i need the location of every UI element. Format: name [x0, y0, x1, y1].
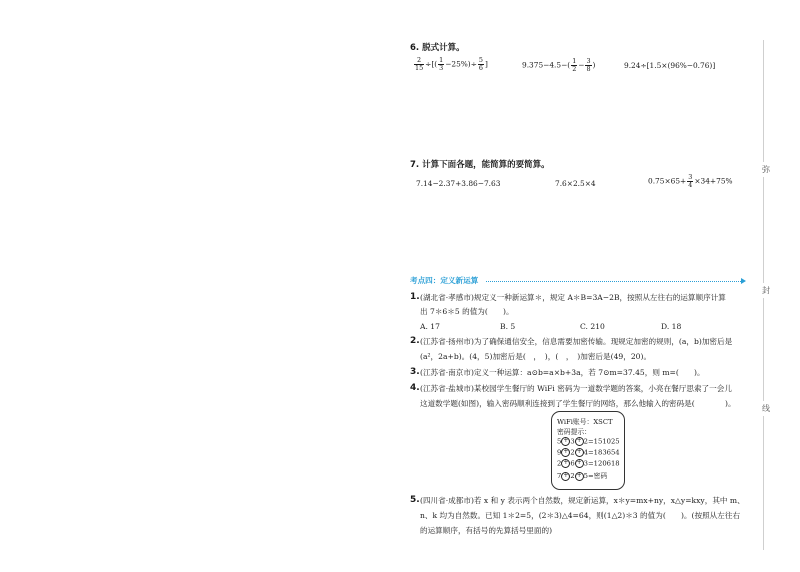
problem-5-line-1: (四川省·成都市)若 x 和 y 表示两个自然数，规定新运算，x＊y=mx+ny，x△y=kxy，其中 m、 [420, 496, 745, 505]
section-arrow-icon [741, 278, 746, 284]
wifi-hint-row: 2 + 6 + 3=120618 [557, 459, 620, 468]
q6-expression-c: 9.24÷[1.5×(96%−0.76)] [624, 61, 716, 70]
circled-plus-icon: + [563, 437, 569, 444]
circled-plus-icon: + [576, 437, 582, 444]
problem-1-option-a: A. 17 [420, 322, 440, 331]
q6-expression-a: $\frac{2}{15}$ ÷[( $\frac{1}{3}$ −25%)÷ $\frac{5}{6}$ ] [415, 56, 488, 72]
q7-expression-b: 7.6×2.5×4 [555, 179, 596, 188]
fraction: $\frac{1}{3}$ [439, 56, 444, 72]
problem-1-number: 1. [410, 292, 420, 302]
problem-1-line-1: (湖北省·孝感市)规定义一种新运算＊，规定 A＊B=3A−2B，按照从左往右的运算顺序计算 [420, 293, 726, 302]
fraction: $\frac{3}{8}$ [586, 57, 591, 73]
q7-title: 7. 计算下面各题，能简算的要简算。 [410, 160, 550, 170]
wifi-hint-card [551, 411, 625, 490]
wifi-hint-label: 密码提示： [557, 428, 591, 436]
margin-char-xian: 线 [762, 401, 770, 416]
fraction: $\frac{1}{2}$ [572, 57, 577, 73]
wifi-hint-row: 9 + 2 + 4=183654 [557, 448, 620, 457]
q6-title: 6. 脱式计算。 [410, 43, 465, 53]
section-title: 考点四：定义新运算 [410, 276, 479, 285]
wifi-hint-row: 5 + 3 + 2=151025 [557, 437, 620, 446]
wifi-hint-row: 7 + 2 + 5=密码 [557, 471, 608, 480]
problem-3-line-1: (江苏省·南京市)定义一种运算：a⊙b=a×b+3a，若 7⊙m=37.45，则 m=( )。 [420, 368, 705, 377]
problem-1-option-b: B. 5 [500, 322, 516, 331]
problem-3-number: 3. [410, 367, 420, 377]
margin-char-mi: 弥 [762, 162, 770, 177]
q7-expression-a: 7.14−2.37+3.86−7.63 [416, 179, 501, 188]
problem-2-number: 2. [410, 336, 420, 346]
problem-5-line-3: 的运算顺序，有括号的先算括号里面的) [420, 526, 553, 535]
wifi-account: WiFi账号：XSCT [557, 418, 613, 426]
problem-2-line-1: (江苏省·扬州市)为了确保通信安全，信息需要加密传输。现规定加密的规则，(a，b)加密后是 [420, 337, 733, 346]
section-dotted-rule [486, 281, 741, 282]
fraction: $\frac{3}{4}$ [688, 173, 693, 189]
circled-plus-icon: + [576, 471, 582, 479]
problem-1-option-c: C. 210 [580, 322, 605, 331]
fraction: $\frac{2}{15}$ [415, 56, 424, 72]
problem-4-line-1: (江苏省·盐城市)某校园学生餐厅的 WiFi 密码为一道数学题的答案，小亮在餐厅思索了一会儿 [420, 384, 732, 393]
fraction: $\frac{5}{6}$ [478, 56, 483, 72]
q7-expression-c: 0.75×65+ $\frac{3}{4}$ ×34+75% [648, 173, 733, 189]
problem-5-line-2: n、k 均为自然数。已知 1＊2=5，(2＊3)△4=64，则(1△2)＊3 的值为( )。(按照从左往右 [420, 511, 741, 520]
problem-1-line-2: 出 7＊6＊5 的值为( )。 [420, 307, 514, 316]
circled-plus-icon: + [563, 448, 569, 455]
circled-plus-icon: + [563, 471, 569, 479]
margin-char-feng: 封 [762, 283, 770, 298]
problem-1-option-d: D. 18 [661, 322, 682, 331]
circled-plus-icon: + [576, 459, 582, 466]
circled-plus-icon: + [563, 459, 569, 466]
problem-5-number: 5. [410, 495, 420, 505]
problem-4-number: 4. [410, 383, 420, 393]
problem-4-line-2: 这道数学题(如图)，输入密码顺利连接到了学生餐厅的网络，那么他输入的密码是( )。 [420, 399, 736, 408]
q6-expression-b: 9.375−4.5−( $\frac{1}{2}$ − $\frac{3}{8}$ ) [522, 57, 596, 73]
circled-plus-icon: + [576, 448, 582, 455]
problem-2-line-2: (a²，2a+b)。(4，5)加密后是( ， )，( ， )加密后是(49，20)。 [420, 352, 652, 361]
